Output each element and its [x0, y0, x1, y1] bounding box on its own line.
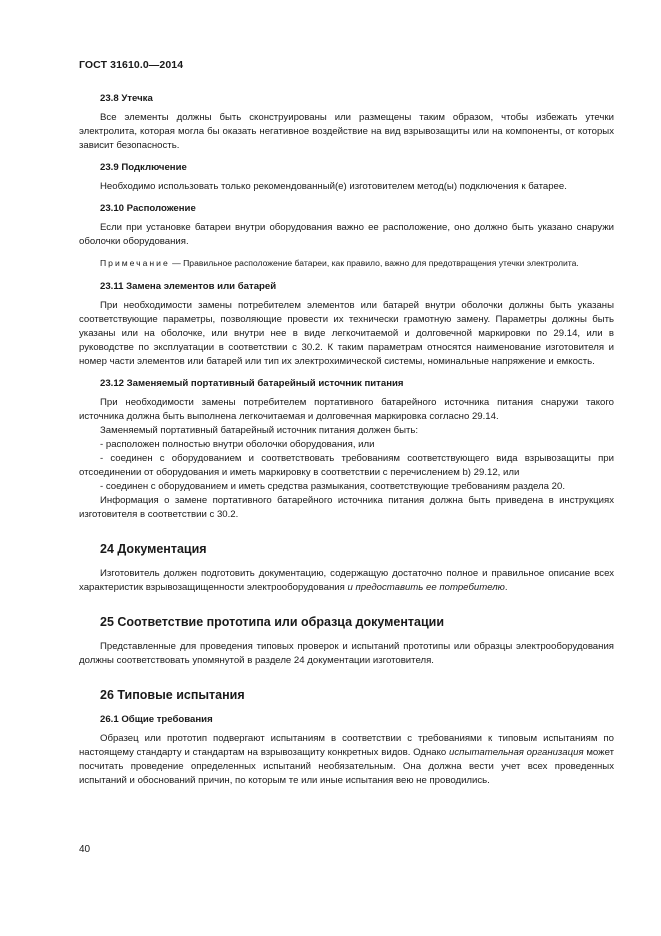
section-23-12-paragraph-2: Заменяемый портативный батарейный источник питания должен быть:: [100, 425, 419, 436]
section-26-1-text-a: Образец или прототип подвергают испытаниям в соответствии с требованиями к типовым испытаниям по настоящему стандарту и стандартам на взрывозащиту конкретных видов. Однако: [79, 733, 614, 758]
note-text: — Правильное расположение батареи, как правило, важно для предотвращения утечки электролита.: [169, 258, 579, 268]
section-23-12-title: 23.12 Заменяемый портативный батарейный источник питания: [100, 378, 404, 389]
section-23-12-list-item-3: - соединен с оборудованием и иметь средства размыкания, соответствующие требованиям раздела 20.: [100, 481, 565, 492]
section-23-8-title: 23.8 Утечка: [100, 93, 153, 104]
section-26-1-text-b: может посчитать проведение определенных испытаний необязательным. Она должна вести учет всех проведенных испытаний и обоснований причин, по которым те или иные испытания вею не проводились.: [79, 747, 614, 786]
note-label: Примечание: [100, 258, 170, 268]
section-23-9-text: Необходимо использовать только рекомендованный(е) изготовителем метод(ы) подключения к батарее.: [100, 181, 567, 192]
document-body: [79, 92, 614, 796]
section-23-12-paragraph-3: Информация о замене портативного батарейного источника питания должна быть приведена в инструкциях изготовителя в соответствии с 30.2.: [79, 495, 614, 520]
section-23-10-note: [79, 257, 614, 269]
section-24-text-italic: и предоставить ее потребителю: [347, 582, 505, 593]
section-23-12-paragraph-1: При необходимости замены потребителем портативного батарейного источника питания снаружи такого источника должна быть выполнена легкочитаемая и долговечная маркировка согласно 29.14.: [79, 397, 614, 422]
section-23-11-text: При необходимости замены потребителем элементов или батарей внутри оболочки должны быть указаны соответствующие параметры, позволяющие провести их технически грамотную замену. Параметры должны быть указаны или на оболочке, или внутри нее в виде легкочитаемой и долговечной маркировки по 29.14, или в руководстве по эксплуатации в соответствии с 30.2. К таким параметрам относятся наименование изготовителя и номер части элементов или батарей или тип их электрохимической системы, номинальные напряжение и емкость.: [79, 300, 614, 367]
section-23-11-title: 23.11 Замена элементов или батарей: [100, 281, 277, 292]
section-23-12-list-item-1: - расположен полностью внутри оболочки оборудования, или: [100, 439, 375, 450]
section-26-1-title: 26.1 Общие требования: [100, 714, 213, 725]
section-23-10-title: 23.10 Расположение: [100, 203, 196, 214]
section-23-9-title: 23.9 Подключение: [100, 162, 187, 173]
document-header: ГОСТ 31610.0—2014: [79, 59, 184, 71]
section-23-10-text: Если при установке батареи внутри оборудования важно ее расположение, оно должно быть указано снаружи оболочки оборудования.: [79, 222, 614, 247]
section-26-heading: 26 Типовые испытания: [100, 688, 245, 702]
section-25-text: Представленные для проведения типовых проверок и испытаний прототипы или образцы электрооборудования должны соответствовать упомянутой в разделе 24 документации изготовителя.: [79, 641, 614, 666]
section-23-8-text: Все элементы должны быть сконструированы или размещены таким образом, чтобы избежать утечки электролита, которая могла бы оказать негативное воздействие на вид взрывозащиты или на компоненты, от которых зависит безопасность.: [79, 112, 614, 151]
section-23-12-list-item-2: - соединен с оборудованием и соответствовать требованиям соответствующего вида взрывозащиты при отсоединении от оборудования и иметь маркировку в соответствии с перечислением b) 29.12, или: [79, 453, 614, 478]
section-26-1-text-italic: испытательная организация: [449, 747, 584, 758]
page-number: 40: [79, 844, 91, 855]
section-24-text-end: .: [504, 582, 508, 593]
section-26-1-text: [79, 732, 614, 788]
section-24-text: [79, 567, 614, 595]
section-25-heading: 25 Соответствие прототипа или образца документации: [100, 615, 445, 629]
section-24-heading: 24 Документация: [100, 542, 207, 556]
section-24-text-main: Изготовитель должен подготовить документацию, содержащую достаточно полное и правильное описание всех характеристик взрывозащищенности электрооборудования: [79, 568, 614, 593]
